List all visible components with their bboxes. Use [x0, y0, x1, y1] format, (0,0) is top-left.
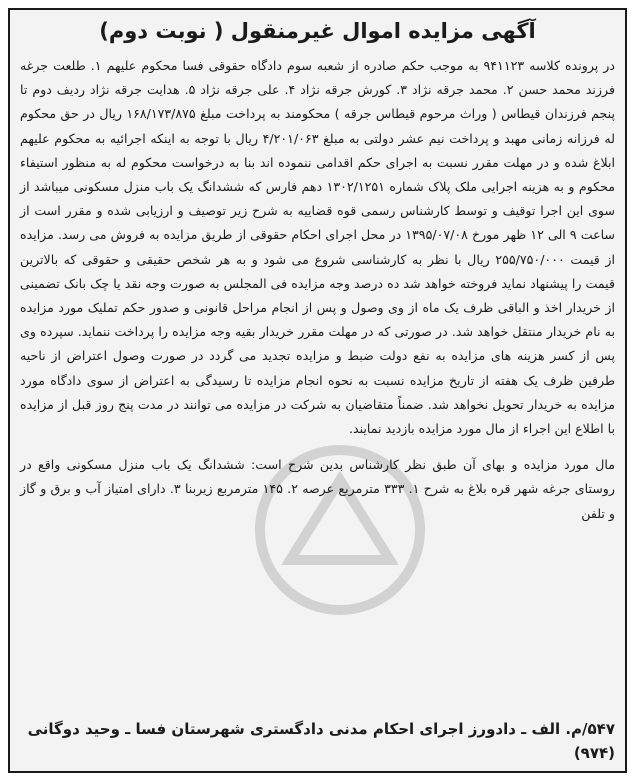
notice-footer: ۵۴۷/م. الف ـ دادورز اجرای احکام مدنی دادگستری شهرستان فسا ـ وحید دوگانی (۹۷۴): [27, 720, 615, 762]
notice-body: در پرونده کلاسه ۹۴۱۱۲۳ به موجب حکم صادره از شعبه سوم دادگاه حقوقی فسا محکوم علیهم ۱. طلعت جرغه فرزند محمد حسن ۲. محمد جرقه نژاد ۳. کورش جرقه نژاد ۴. علی جرقه نژاد ۵. هدایت جرقه نژاد ردیف دوم تا پنجم فرزندان قیطاس ( وراث مرحوم قیطاس جرقه ) محکومند به پرداخت مبلغ ۱۶۸/۱۷۳/۸۷۵ ریال در حق محکوم له فرزانه زمانی مهبد و پرداخت نیم عشر دولتی به مبلغ ۴/۲۰۱/۰۶۳ ریال با توجه به اینکه اجرائیه به محکوم علیهم ابلاغ شده و در مهلت مقرر نسبت به اجرای حکم اقدامی ننموده اند بنا به درخواست محکوم له به منظور استیفاء محکوم و به هزینه اجرایی ملک پلاک شماره ۱۳۰۲/۱۲۵۱ دهم فارس که ششدانگ یک باب منزل مسکونی میباشد از سوی این اجرا توقیف و توسط کارشناس رسمی قوه قضاییه به شرح زیر توصیف و ارزیابی شده و مقرر است از ساعت ۹ الی ۱۲ ظهر مورخ ۱۳۹۵/۰۷/۰۸ در محل اجرای احکام حقوقی از طریق مزایده به فروش می رسد. مزایده از قیمت ۲۵۵/۷۵۰/۰۰۰ ریال با نظر به کارشناسی شروع می شود و به هر شخص حقیقی و حقوقی که بالاترین قیمت را پیشنهاد نماید فروخته خواهد شد ده درصد وجه مزایده فی المجلس به صورت وجه نقد یا چک بانک تضمینی از خریدار اخذ و الباقی ظرف یک ماه از وی وصول و پس از انجام مراحل قانونی و صدور حکم تملیک مورد مزایده به نام خریدار منتقل خواهد شد. در صورتی که در مهلت مقرر خریدار بقیه وجه مزایده را پرداخت ننماید. سپرده وی پس از کسر هزینه های مزایده به نفع دولت ضبط و مزایده تجدید می گردد در صورت وصول اعتراض از ناحیه طرفین ظرف یک هفته از تاریخ مزایده نسبت به نحوه انجام مزایده تا رسیدگی به اعتراض از سوی دادگاه مورد مزایده به خریدار تحویل نخواهد شد. ضمناً متقاضیان به شرکت در مزایده می توانند در مدت پنج روز قبل از مزایده با اطلاع این اجراء از مال مورد مزایده بازدید نمایند.: [20, 58, 615, 437]
notice-title: آگهی مزایده اموال غیرمنقول ( نوبت دوم): [99, 19, 536, 43]
property-description: مال مورد مزایده و بهای آن طبق نظر کارشناس بدین شرح است: ششدانگ یک باب منزل مسکونی واقع در روستای جرغه شهر قره بلاغ به شرح ۱. ۳۳۳ مترمربع عرصه ۲. ۱۴۵ مترمربع زیربنا ۳. دارای امتیاز آب و برق و گاز و تلفن: [20, 457, 615, 521]
auction-notice: [8, 8, 627, 773]
